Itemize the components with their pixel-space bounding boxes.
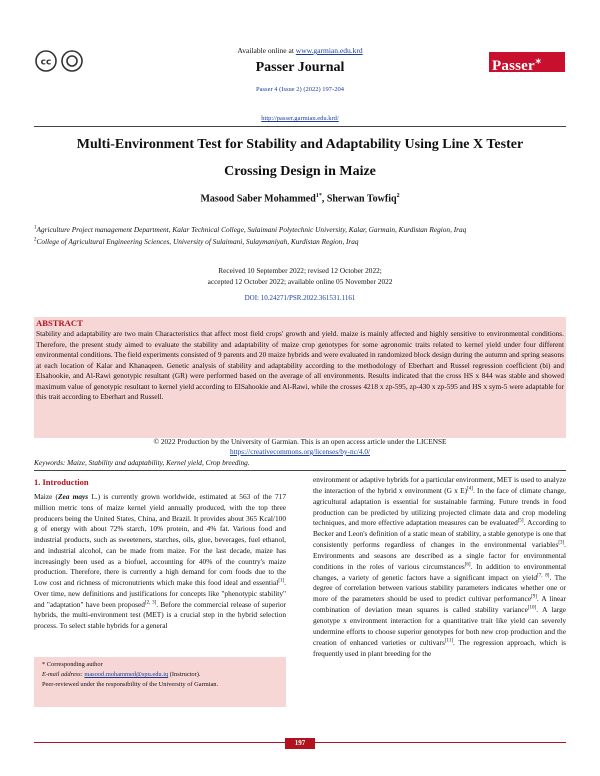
abstract-heading: ABSTRACT xyxy=(36,318,83,328)
intro-text: environment or adaptive hybrids for a particular environment, MET is used to analyze the interaction of the hybrid x environment (G x E) xyxy=(313,475,566,495)
intro-column-left xyxy=(34,492,286,632)
affiliation-2 xyxy=(34,237,574,246)
author-1-sup: 1* xyxy=(315,193,322,199)
journal-name: Passer Journal xyxy=(255,60,345,75)
intro-text: . The regression approach, which is frequently used in plant breeding for the xyxy=(313,637,566,658)
email-label: E-mail address: xyxy=(42,671,85,678)
email-suffix: (Instructor). xyxy=(168,671,201,678)
license-link[interactable]: https://creativecommons.org/licenses/by-nc/4.0/ xyxy=(229,447,371,456)
email-line xyxy=(42,670,278,680)
keywords: Keywords: Maize, Stability and adaptability, Kernel yield, Crop breeding. xyxy=(34,458,250,467)
aff1-text: Agriculture Project management Department, Kalar Technical College, Sulaimani Polytechnic University, Kalar, Garmain, Kurdistan Region, Iraq xyxy=(36,225,467,234)
citation[interactable]: [10] xyxy=(527,605,537,611)
license-text: © 2022 Production by the University of Garmian. This is an open access article under the LICENSE xyxy=(153,437,447,446)
available-prefix: Available online at xyxy=(237,46,296,55)
intro-text: Maize ( xyxy=(34,492,58,501)
abstract-body: Stability and adaptability are two main Characteristics that affect most field crops' growth and yield. maize is mainly affected and highly sensitive to environmental conditions. Therefore, the present study aimed to evaluate the stability and adaptability of maize crop genotypes for some agronomic traits related to kernel yield under four different environmental conditions. The field experiments consisted of 9 parents and 20 maize hybrids and were evaluated in randomized block design during the autumn and spring seasons at each location of Kalar and Khanaqeen. Genetic analysis of stability and adaptability according to the methodology of Eberhart and Russel regression coefficient (bi) and Elsahookie, and Al-Rawi genotypic resultant (GR) were performed based on the average of all environments. Results indicated that the cross HS x 844 was stable and showed maximum value of genotypic resultant to kernel yield according to ElSahookie and Al-Rawi, while the crosses 4218 x zp-595, zp-430 x zp-595 and HS x sym-5 were adaptable for this trait according to Eberhart and Russell. xyxy=(36,329,564,402)
doi[interactable]: DOI: 10.24271/PSR.2022.361531.1161 xyxy=(244,294,356,302)
intro-text: . A linear combination of deviation mean squares is called stability variance xyxy=(313,594,566,615)
aff2-sup: 2 xyxy=(34,237,37,243)
footnote-box xyxy=(34,657,286,707)
intro-column-right xyxy=(313,475,566,659)
journal-url xyxy=(0,115,600,122)
citation[interactable]: [4] xyxy=(467,486,473,492)
citation[interactable]: [2, 3] xyxy=(144,600,157,606)
author-1: Masood Saber Mohammed xyxy=(200,193,316,205)
citation[interactable]: [1] xyxy=(278,578,285,584)
intro-text: . A large genotype x environment interaction for a quantitative trait like yield can severely undermine efforts to choose superior genotypes for both new crop production and the creation of enhanced varieties or cultivars xyxy=(313,605,567,647)
author-2-sup: 2 xyxy=(396,193,400,199)
author-2: Sherwan Towfiq xyxy=(326,193,397,205)
abstract-box xyxy=(34,317,566,438)
affiliation-1 xyxy=(34,225,574,234)
aff2-text: College of Agricultural Engineering Sciences, University of Sulaimani, Sulaymaniyah, Kurdistan Region, Iraq xyxy=(36,237,359,246)
citation[interactable]: [3] xyxy=(558,540,565,546)
license-url xyxy=(0,447,600,456)
journal-url-link[interactable]: http://passer.garmian.edu.krd/ xyxy=(261,115,339,122)
email-link[interactable]: masood.mohammed@spu.edu.iq xyxy=(84,671,169,678)
keywords-divider xyxy=(34,470,566,471)
citation[interactable]: [6] xyxy=(464,562,471,568)
svg-text:cc: cc xyxy=(40,57,52,68)
intro-text: . Environments and seasons are described as a single factor for environmental conditions in the roles of various circumstances xyxy=(313,540,566,571)
header-divider xyxy=(34,126,566,127)
intro-text: . In addition to environmental changes, a variety of genetic factors have a significant impact on yield xyxy=(313,561,567,582)
volume-info: Passer 4 (Issue 2) (2022) 197-204 xyxy=(256,86,344,93)
citation[interactable]: [11] xyxy=(444,638,454,644)
citation[interactable]: [7, 8] xyxy=(537,573,550,579)
dates-line2: accepted 12 October 2022; available online 05 November 2022 xyxy=(207,277,393,286)
dates-line1: Received 10 September 2022; revised 12 October 2022; xyxy=(218,266,382,275)
intro-text: . The degree of correlation between various stability parameters indicates whether one or more of the parameters should be used to predict cultivar performance xyxy=(313,572,566,604)
page-number: 197 xyxy=(285,738,315,749)
species-name: Zea mays xyxy=(58,492,89,501)
author-separator: , xyxy=(321,193,327,205)
citation[interactable]: [5] xyxy=(517,518,524,524)
article-title-line2: Crossing Design in Maize xyxy=(224,164,376,179)
citation[interactable]: [9] xyxy=(531,594,537,600)
logo-text: Passer xyxy=(492,58,535,74)
intro-text: . Before the commercial release of superior hybrids, the multi-environment test (MET) is a crucial step in the hybrid selection process. To select stable hybrids for a general xyxy=(34,599,286,630)
passer-logo xyxy=(489,52,565,72)
intro-text: . Over time, new definitions and justifications for concepts like "phenotypic stability" and "adaptation" have been proposed xyxy=(34,578,286,609)
authors xyxy=(0,193,600,204)
corresponding-author: * Corresponding author xyxy=(42,661,103,668)
journal-site-link[interactable]: www.garmian.edu.krd xyxy=(295,46,363,55)
intro-text: . In the face of climate change, agricultural adaptation is essential for sustainable farming. Future trends in food production can be predicted by utilizing projected climate data and crop modeling techniques, and more effective adaptation measures can be evaluated xyxy=(313,485,566,528)
intro-text: . According to Becker and Leon's definition of a static mean of stability, a stable genotype is one that consistently performs regardless of changes in the environmental variables xyxy=(313,518,567,550)
logo-mark-icon: ✶ xyxy=(534,57,542,66)
intro-text: L.) is currently grown worldwide, estimated at 563 of the 717 million metric tons of maize kernel yield annually produced, with the top three producers being the United States, China, and Brazil. It provides about 365 Kcal/100 g of energy with about 72% starch, 10% protein, and 4% fat. Various food and industrial products, such as sweeteners, starches, oils, glue, beverages, fuel ethanol, and industrial alcohol, can be made from maize. For the last decade, maize has increasingly been used as a biofuel, accounting for 40% of the country's maize production. Therefore, there is currently a high demand for corn foods due to the Low cost and richness of micronutrients which make this food ideal and essential xyxy=(34,492,286,587)
section-heading-introduction: 1. Introduction xyxy=(34,477,89,487)
article-title-line1: Multi-Environment Test for Stability and Adaptability Using Line X Tester xyxy=(76,137,524,152)
peer-review-note: Peer-reviewed under the responsibility of the University of Garmian. xyxy=(42,681,219,688)
aff1-sup: 1 xyxy=(34,225,37,231)
